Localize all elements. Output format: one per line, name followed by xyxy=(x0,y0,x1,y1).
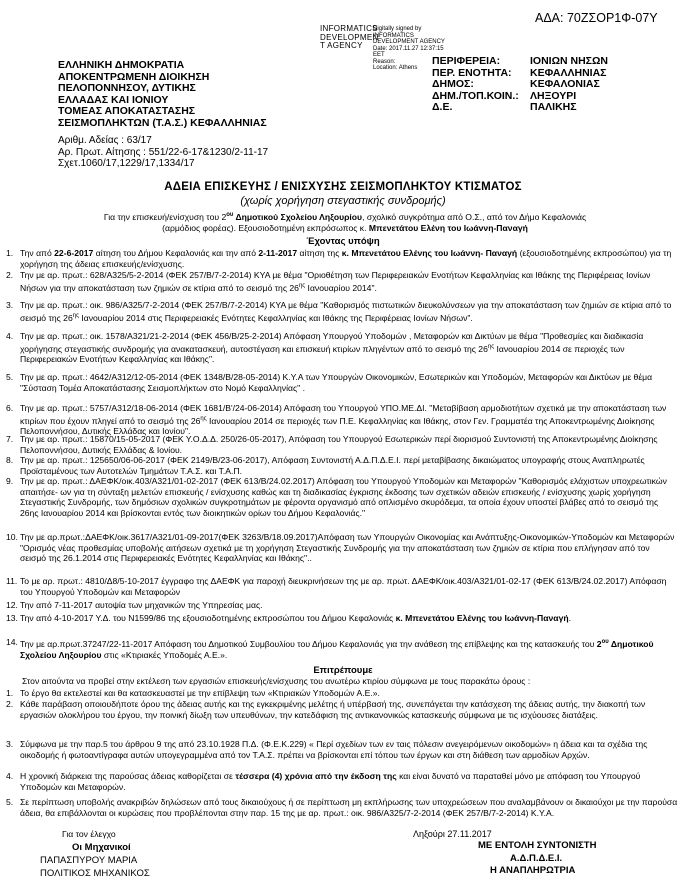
consideration-text-part: Την με αρ. πρωτ.: οικ. 1578/Α321/21-2-2014 (ΦΕΚ 456/Β/25-2-2014) Απόφαση Υπουργού Υποδομών , Μεταφορών και Δικτύων με θέμα "Προθεσμίες και διαδικασία χορήγησης στεγαστικής συνδρομής για ανακατασκευή, αυτοστέγαση και επισκευή κτιρίων πληγέντων από το σεισμό της 26 xyxy=(20,331,644,354)
consideration-text-part: στις «Κτιριακές Υποδομές Α.Ε.». xyxy=(101,649,228,660)
check-label: Για τον έλεγχο xyxy=(62,829,116,839)
consideration-text xyxy=(20,403,678,437)
term-text xyxy=(20,797,678,818)
term-text-part: Το έργο θα εκτελεστεί και θα κατασκευαστεί με την επίβλεψη των «Κτιριακών Υποδομών Α.Ε.». xyxy=(20,688,380,698)
consideration-text-part: Την με αρ. πρωτ.: 4642/Α312/12-05-2014 (ΦΕΚ 1348/Β/28-05-2014) Κ.Υ.Α των Υπουργών Οικονομικών, Εσωτερικών και Υποδομών, Μεταφορών και Δικτύων με θέμα "Σύσταση Τομέα Αποκατάστασης Σεισμοπλήκτων στο Νομό Κεφαλληνίας" . xyxy=(20,372,653,393)
consideration-text-part: Την με αρ. πρωτ.: 15870/15-05-2017 (ΦΕΚ Υ.Ο.Δ.Δ. 250/26-05-2017), Απόφαση του Υπουργού Εσωτερικών περί διορισμού Συντονιστή της Αποκεντρωμένης Διοίκησης Πελοποννήσου, Δυτικής Ελλάδας & Ιονίου. xyxy=(20,434,658,455)
representative-name: Μπενετάτου Ελένη του Ιωάννη-Παναγή xyxy=(368,222,528,233)
engineer-title: ΠΟΛΙΤΙΚΟΣ ΜΗΧΑΝΙΚΟΣ xyxy=(40,868,150,879)
signature-detail-line: EET xyxy=(373,52,385,58)
consideration-text-part: Την με αρ. πρωτ.: οικ. 986/Α325/7-2-2014 (ΦΕΚ 257/Β/7-2-2014) ΚΥΑ με θέμα "Καθορισμός πιστωτικών διευκολύνσεων για την αποκατάσταση των ζημιών σε κτίρια από το σεισμό της 26 xyxy=(20,300,672,323)
consideration-text-part: Δημοτικού Σχολείου Ληξουρίου xyxy=(20,638,654,660)
term-text-part: Σε περίπτωση υποβολής ανακριβών δηλώσεων από τους δικαιούχους ή σε περίπτωση μη εκπλήρωσης των υποχρεώσεων που αναλαμβάνουν οι δικαιούχοι με την παρούσα άδεια, θα επιβάλλονται οι κυρώσεις που προβλέπονται στην παρ. 15 της με αρ. πρωτ.: οικ. 986/Α325/7-2-2014 (ΦΕΚ 257/Β/7-2-2014) Κ.Υ.Α. xyxy=(20,797,678,818)
consideration-number: 1. xyxy=(6,248,14,258)
signature-org-line: INFORMATICS xyxy=(320,24,378,33)
consideration-number: 9. xyxy=(6,476,14,486)
region-info-row xyxy=(432,79,608,91)
references xyxy=(58,135,268,170)
consideration-text-part: Ιανουαρίου 2014". xyxy=(305,282,377,293)
consideration-number: 13. xyxy=(6,613,18,623)
consideration-text-part: 2-11-2017 xyxy=(258,248,298,258)
consideration-text-part: 22-6-2017 xyxy=(54,248,94,258)
deputy-line: Η ΑΝΑΠΛΗΡΩΤΡΙΑ xyxy=(490,865,576,876)
consideration-text-part: Την από 4-10-2017 Υ.Δ. του Ν1599/86 της εξουσιοδοτημένης εκπροσώπου του Δήμου Κεφαλονιάς xyxy=(20,613,396,623)
consideration-text-part: ης xyxy=(200,415,207,422)
consideration-item xyxy=(6,248,678,269)
consideration-text-part: Την με αρ. πρωτ.: 5757/Α312/18-06-2014 (ΦΕΚ 1681/Β'/24-06-2014) Απόφαση του Υπουργού ΥΠΟ.ΜΕ.ΔΙ. "Μεταβίβαση αρμοδιοτήτων σχετικά με την αποκατάσταση των κτιρίων που έχουν πληγεί από το σεισμό της 26 xyxy=(20,403,667,426)
signature-org-line: DEVELOPMEN xyxy=(320,32,379,42)
term-text-part: Σύμφωνα με την παρ.5 του άρθρου 9 της από 23.10.1928 Π.Δ. (Φ.Ε.Κ.229) « Περί σχεδίων των εν ταις πόλεσιν ανεγειρόμενων οικοδομών» η άδεια και τα σχέδια της οικοδομής ή φωτοαντίγραφα αυτών υπογεγραμμένα από τον Τ.Α.Σ. πρέπει να βρίσκονται επί τόπου των έργων και στη διάθεση των αρμοδίων Αρχών. xyxy=(20,739,648,760)
permit-intro: Στον αιτούντα να προβεί στην εκτέλεση των εργασιών επισκευής/ενίσχυσης του ανωτέρω κτιρίου σύμφωνα με τους παρακάτω όρους : xyxy=(22,676,531,686)
org-line: Α.Δ.Π.Δ.Ε.Ι. xyxy=(510,853,563,864)
signature-detail-line: Date: 2017.11.27 12:37:15 xyxy=(373,45,444,52)
ada-code: ΑΔΑ: 70ΖΣΟΡ1Φ-07Υ xyxy=(535,11,658,25)
signature-detail-line: Location: Athens xyxy=(373,65,418,71)
consideration-item xyxy=(6,270,678,293)
term-number: 4. xyxy=(6,771,14,781)
considering-heading: Έχοντας υπόψη xyxy=(306,236,380,247)
region-value: ΚΕΦΑΛΟΝΙΑΣ xyxy=(530,78,600,90)
authority-line: ΤΟΜΕΑΣ ΑΠΟΚΑΤΑΣΤΑΣΗΣ xyxy=(58,105,196,117)
consideration-text-part: Την από 7-11-2017 αυτοψία των μηχανικών της Υπηρεσίας μας. xyxy=(20,600,263,610)
school-name: Δημοτικού Σχολείου Ληξουρίου xyxy=(233,211,363,222)
intro-text: (αρμόδιος φορέας). Εξουσιοδοτημένη εκπρόσωπος κ. xyxy=(162,222,369,233)
region-label: ΔΗΜΟΣ: xyxy=(432,78,474,90)
term-number: 3. xyxy=(6,739,14,749)
consideration-item xyxy=(6,434,678,455)
consideration-text-part: ου xyxy=(601,639,609,645)
consideration-text-part: (εξουσιοδοτημένης εκπροσώπου) για τη χορήγηση της άδειας επισκευής/ενίσχυσης. xyxy=(20,248,672,269)
consideration-number: 8. xyxy=(6,455,14,465)
permit-heading: Επιτρέπουμε xyxy=(313,665,373,676)
term-number: 1. xyxy=(6,688,14,698)
consideration-text-part: Ιανουαρίου 2014 στις Περιφερειακές Ενότητες Κεφαλληνίας και Ιθάκης της Περιφέρειας Ιονίων Νήσων". xyxy=(78,312,473,323)
term-item xyxy=(6,739,678,760)
consideration-number: 12. xyxy=(6,600,18,610)
signature-detail-line: Reason: xyxy=(373,58,396,65)
consideration-text xyxy=(20,434,678,455)
consideration-item xyxy=(6,637,678,660)
consideration-item xyxy=(6,300,678,323)
digital-signature xyxy=(320,25,379,51)
signature-detail-line: DEVELOPMENT AGENCY xyxy=(373,39,445,45)
authority-line: ΕΛΛΗΝΙΚΗ ΔΗΜΟΚΡΑΤΙΑ xyxy=(58,59,185,71)
consideration-number: 3. xyxy=(6,300,14,310)
document-title: ΑΔΕΙΑ ΕΠΙΣΚΕΥΗΣ / ΕΝΙΣΧΥΣΗΣ ΣΕΙΣΜΟΠΛΗΚΤΟΥ ΚΤΙΣΜΑΤΟΣ xyxy=(164,181,522,193)
consideration-text-part: Το με αρ. πρωτ.: 4810/Δ8/5-10-2017 έγγραφο της ΔΑΕΦΚ για παροχή διευκρινήσεων της με αρ. πρωτ. ΔΑΕΦΚ/οικ.403/Α321/01-02-17 (ΦΕΚ 613/Β/24.02.2017) Απόφαση του Υπουργού Υποδομών και Μεταφορών xyxy=(20,576,667,597)
authority-line: ΑΠΟΚΕΝΤΡΩΜΕΝΗ ΔΙΟΙΚΗΣΗ xyxy=(58,70,210,83)
intro-text: Για την επισκευή/ενίσχυση του 2 xyxy=(103,211,227,222)
term-number: 2. xyxy=(6,699,14,709)
term-item xyxy=(6,797,678,818)
consideration-text-part: αίτηση του Δήμου Κεφαλονιάς και την από xyxy=(93,248,259,258)
term-text-part: τέσσερα (4) χρόνια από την έκδοση της xyxy=(235,771,397,781)
region-info-row xyxy=(432,56,608,68)
document-subtitle: (χωρίς χορήγηση στεγαστικής συνδρομής) xyxy=(240,195,446,207)
consideration-text-part: ης xyxy=(298,282,306,289)
consideration-number: 5. xyxy=(6,372,14,382)
consideration-text-part: κ. Μπενετάτου Ελένης του Ιωάννη- Παναγή xyxy=(341,248,518,258)
authority-line: ΣΕΙΣΜΟΠΛΗΚΤΩΝ (Τ.Α.Σ.) ΚΕΦΑΛΛΗΝΙΑΣ xyxy=(58,116,267,129)
consideration-text xyxy=(20,270,678,293)
consideration-text xyxy=(20,476,678,519)
consideration-text-part: Την με αρ. πρωτ.: 125650/06-06-2017 (ΦΕΚ 2149/Β/23-06-2017), Απόφαση Συντονιστή Α.Δ.Π.Δ.Ε.Ι. περί μεταβίβασης δικαιώματος υπογραφής στους Αναπληρωτές Προϊσταμένους των Αυτοτελών Τμημάτων Τ.Α.Σ. και Τ.Α.Π. xyxy=(20,455,645,476)
consideration-number: 11. xyxy=(6,576,18,586)
consideration-text-part: ης xyxy=(72,312,79,319)
consideration-text xyxy=(20,637,678,660)
signature-detail-line: INFORMATICS xyxy=(373,32,414,39)
consideration-item xyxy=(6,455,678,476)
consideration-text-part: Την με αρ.πρωτ.:ΔΑΕΦΚ/οικ.3617/Α321/01-09-2017(ΦΕΚ 3263/Β/18.09.2017)Απόφαση των Υπουργών Οικονομίας και Ανάπτυξης-Οικονομικών-Υποδομών και Μεταφορών "Ορισμός νέας προθεσμίας υποβολής αιτήσεων σχετικά με τη χορήγηση Στεγαστικής Συνδρομής για την αποκατάσταση των ζημιών σε κτίρια που επλήγησαν από τον σεισμό της 26.1.2014 στις Περιφερειακές Ενότητες Κεφαλληνίας και Ιθάκης".. xyxy=(20,532,675,564)
consideration-text-part: 2 xyxy=(596,638,602,649)
region-info-table xyxy=(432,56,608,114)
consideration-item xyxy=(6,403,678,437)
consideration-number: 10. xyxy=(6,532,18,542)
region-label: ΠΕΡΙΦΕΡΕΙΑ: xyxy=(432,55,501,67)
consideration-text xyxy=(20,248,678,269)
term-item xyxy=(6,771,678,792)
intro-paragraph xyxy=(20,210,670,234)
consideration-number: 2. xyxy=(6,270,14,280)
issue-date: Ληξούρι 27.11.2017 xyxy=(413,829,492,839)
region-info-row xyxy=(432,102,608,114)
intro-sup: ου xyxy=(226,212,234,218)
term-text-part: Κάθε παράβαση οποιουδήποτε όρου της άδειας αυτής και της εγκεκριμένης μελέτης ή υπέρβασή της, συνεπάγεται την κατάσχεση της άδειας αυτής, την διακοπή των εργασιών ολοκλήρου του έργου, την ποινική δίωξη των υπευθύνων, την κατεδάφιση της αντικανονικώς κατασκευής σύμφωνα με τις ισχύουσες διατάξεις. xyxy=(20,699,646,720)
consideration-item xyxy=(6,372,678,393)
consideration-text xyxy=(20,532,678,564)
consideration-number: 14. xyxy=(6,637,18,647)
term-text xyxy=(20,688,678,699)
consideration-number: 6. xyxy=(6,403,14,413)
signature-detail-line: Digitally signed by xyxy=(373,26,422,32)
consideration-text xyxy=(20,331,678,365)
consideration-item xyxy=(6,476,678,519)
consideration-number: 4. xyxy=(6,331,14,341)
order-line: ΜΕ ΕΝΤΟΛΗ ΣΥΝΤΟΝΙΣΤΗ xyxy=(478,840,597,851)
engineers-label: Οι Μηχανικοί xyxy=(72,842,131,853)
reference-line: Αριθμ. Αδείας : 63/17 xyxy=(58,135,152,146)
region-value: ΛΗΞΟΥΡΙ xyxy=(530,89,577,102)
consideration-item xyxy=(6,613,678,624)
region-value: ΚΕΦΑΛΛΗΝΙΑΣ xyxy=(530,66,607,79)
consideration-text-part: Την με αρ. πρωτ.: ΔΑΕΦΚ/οικ.403/Α321/01-02-2017 (ΦΕΚ 613/Β/24.02.2017) Απόφαση του Υπουργού Υποδομών και Μεταφορών "Καθορισμός ελάχιστων υποχρεωτικών απαιτήσε- ων για τη σύνταξη μελετών επισκευής / ενίσχυσης καθώς και τη διαδικασίας έγκρισης έκδοσης των σχετικών αδειών επισκευής / ενίσχυσης χωρίς χορήγηση Στεγαστικής Συνδρομής, των δημόσιων σχολικών συγκροτημάτων με φέροντα οργανισμό από οπλισμένο σκυρόδεμα, τα οποία έχουν υποστεί βλάβες από το σεισμό της 26ης Ιανουαρίου 2014 και βρίσκονται εντός των διοικητικών ορίων του Δήμου Κεφαλονιάς." xyxy=(20,476,667,519)
reference-line: Αρ. Πρωτ. Αίτησης : 551/22-6-17&1230/2-11-17 xyxy=(58,146,269,158)
consideration-text xyxy=(20,300,678,323)
term-number: 5. xyxy=(6,797,14,807)
authority-line: ΠΕΛΟΠΟΝΝΗΣΟΥ, ΔΥΤΙΚΗΣ xyxy=(58,82,196,94)
consideration-text-part: Την από xyxy=(20,248,55,258)
consideration-number: 7. xyxy=(6,434,14,444)
region-value: ΙΟΝΙΩΝ ΝΗΣΩΝ xyxy=(530,55,608,67)
consideration-text-part: Την με αρ.πρωτ.37247/22-11-2017 Απόφαση του Δημοτικού Συμβουλίου του Δήμου Κεφαλονιάς για την ανάθεση της επίβλεψης και της κατασκευής του xyxy=(20,638,597,649)
consideration-text-part: Ιανουαρίου 2014 σε περιοχές των Π.Ε. Κεφαλληνίας και Ιθάκης, στον Γεν. Γραμματέα της Αποκεντρωμένης Διοίκησης Πελοποννήσου, Δυτικής Ελλάδας και Ιονίου". xyxy=(20,415,655,437)
consideration-text xyxy=(20,455,678,476)
term-text xyxy=(20,771,678,792)
consideration-item xyxy=(6,576,678,597)
reference-line: Σχετ.1060/17,1229/17,1334/17 xyxy=(58,158,195,169)
consideration-item xyxy=(6,600,678,611)
term-text-part: Η χρονική διάρκεια της παρούσας άδειας καθορίζεται σε xyxy=(20,771,236,781)
authority-line: ΕΛΛΑΔΑΣ ΚΑΙ ΙΟΝΙΟΥ xyxy=(58,93,169,106)
term-text-part: και είναι δυνατό να παραταθεί μόνο με απόφαση του Υπουργού Υποδομών και Μεταφορών. xyxy=(20,771,641,792)
term-item xyxy=(6,699,678,720)
term-text xyxy=(20,739,678,760)
consideration-text-part: Την με αρ. πρωτ.: 628/Α325/5-2-2014 (ΦΕΚ 257/Β/7-2-2014) ΚΥΑ με θέμα "Οριοθέτηση των Περιφερειακών Ενοτήτων Κεφαλληνίας και Ιθάκης της Περιφέρειας Ιονίων Νήσων για την αποκατάσταση των ζημιών σε κτίρια από το σεισμό της 26 xyxy=(20,270,651,293)
consideration-item xyxy=(6,532,678,564)
consideration-text xyxy=(20,600,678,611)
consideration-text xyxy=(20,576,678,597)
consideration-text-part: κ. Μπενετάτου Ελένης του Ιωάννη-Παναγή xyxy=(395,613,569,623)
consideration-item xyxy=(6,331,678,365)
consideration-text-part: ης xyxy=(487,343,495,350)
engineer-name: ΠΑΠΑΣΠΥΡΟΥ ΜΑΡΙΑ xyxy=(40,855,138,866)
intro-text: , σχολικό συγκρότημα από Ο.Σ., από τον Δήμο Κεφαλονιάς xyxy=(362,211,587,222)
term-item xyxy=(6,688,678,699)
region-value: ΠΑΛΙΚΗΣ xyxy=(530,101,577,113)
consideration-text xyxy=(20,372,678,393)
region-label: ΠΕΡ. ΕΝΟΤΗΤΑ: xyxy=(432,66,512,79)
consideration-text-part: αίτηση της xyxy=(297,248,342,258)
issuing-authority xyxy=(58,60,267,129)
signature-org-line: T AGENCY xyxy=(320,41,363,50)
region-label: ΔΗΜ./ΤΟΠ.ΚΟΙΝ.: xyxy=(432,89,519,102)
term-text xyxy=(20,699,678,720)
consideration-text xyxy=(20,613,678,624)
consideration-text-part: . xyxy=(568,613,572,623)
consideration-text-part: Ιανουαρίου 2014 σε περιοχές των Περιφερειακών Ενοτήτων Κεφαλληνίας και Ιθάκης". xyxy=(20,343,625,365)
region-label: Δ.Ε. xyxy=(432,101,453,113)
region-info-row xyxy=(432,91,608,103)
